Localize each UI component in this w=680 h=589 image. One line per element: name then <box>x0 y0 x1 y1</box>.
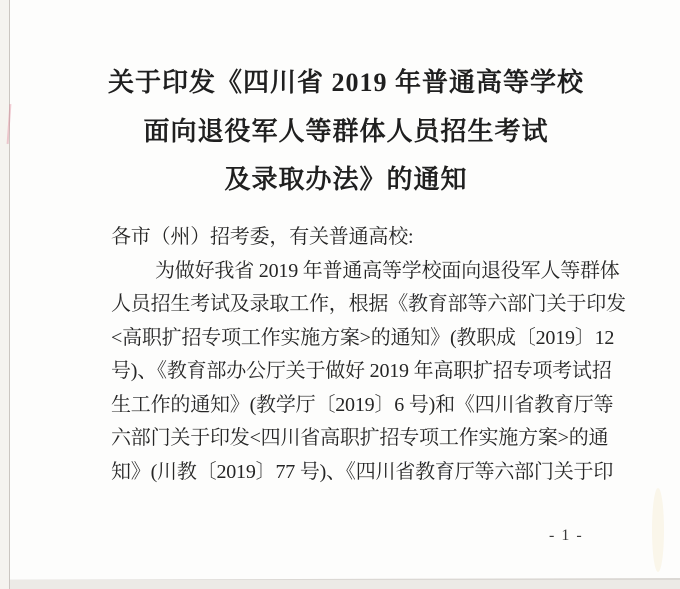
notice-title-line-1: 关于印发《四川省 2019 年普通高等学校 <box>107 68 584 97</box>
body-line-5: 生工作的通知》(教学厅〔2019〕6 号)和《四川省教育厅等 <box>111 393 614 416</box>
body-line-2: 人员招生考试及录取工作，根据《教育部等六部门关于印发 <box>111 293 626 315</box>
notice-title-line-2: 面向退役军人等群体人员招生考试 <box>143 116 549 146</box>
body-line-4: 号)、《教育部办公厅关于做好 2019 年高职扩招专项考试招 <box>111 360 612 382</box>
salutation-line: 各市（州）招考委，有关普通高校: <box>111 226 414 248</box>
notice-title <box>12 59 680 205</box>
body-line-6: 六部门关于印发<四川省高职扩招专项工作实施方案>的通 <box>111 427 609 449</box>
page-number: - 1 - <box>549 527 584 544</box>
scan-right-smudge <box>652 488 664 572</box>
body-line-3: <高职扩招专项工作实施方案>的通知》(教职成〔2019〕12 <box>111 326 615 349</box>
scan-left-margin-strip <box>0 0 9 589</box>
scan-bottom-margin-strip <box>10 580 680 589</box>
notice-body <box>111 221 641 489</box>
notice-title-line-3: 及录取办法》的通知 <box>224 165 468 194</box>
body-line-1: 为做好我省 2019 年普通高等学校面向退役军人等群体 <box>155 259 620 282</box>
scan-left-edge-line <box>9 0 10 589</box>
body-line-7: 知》(川教〔2019〕77 号)、《四川省教育厅等六部门关于印 <box>111 460 614 483</box>
